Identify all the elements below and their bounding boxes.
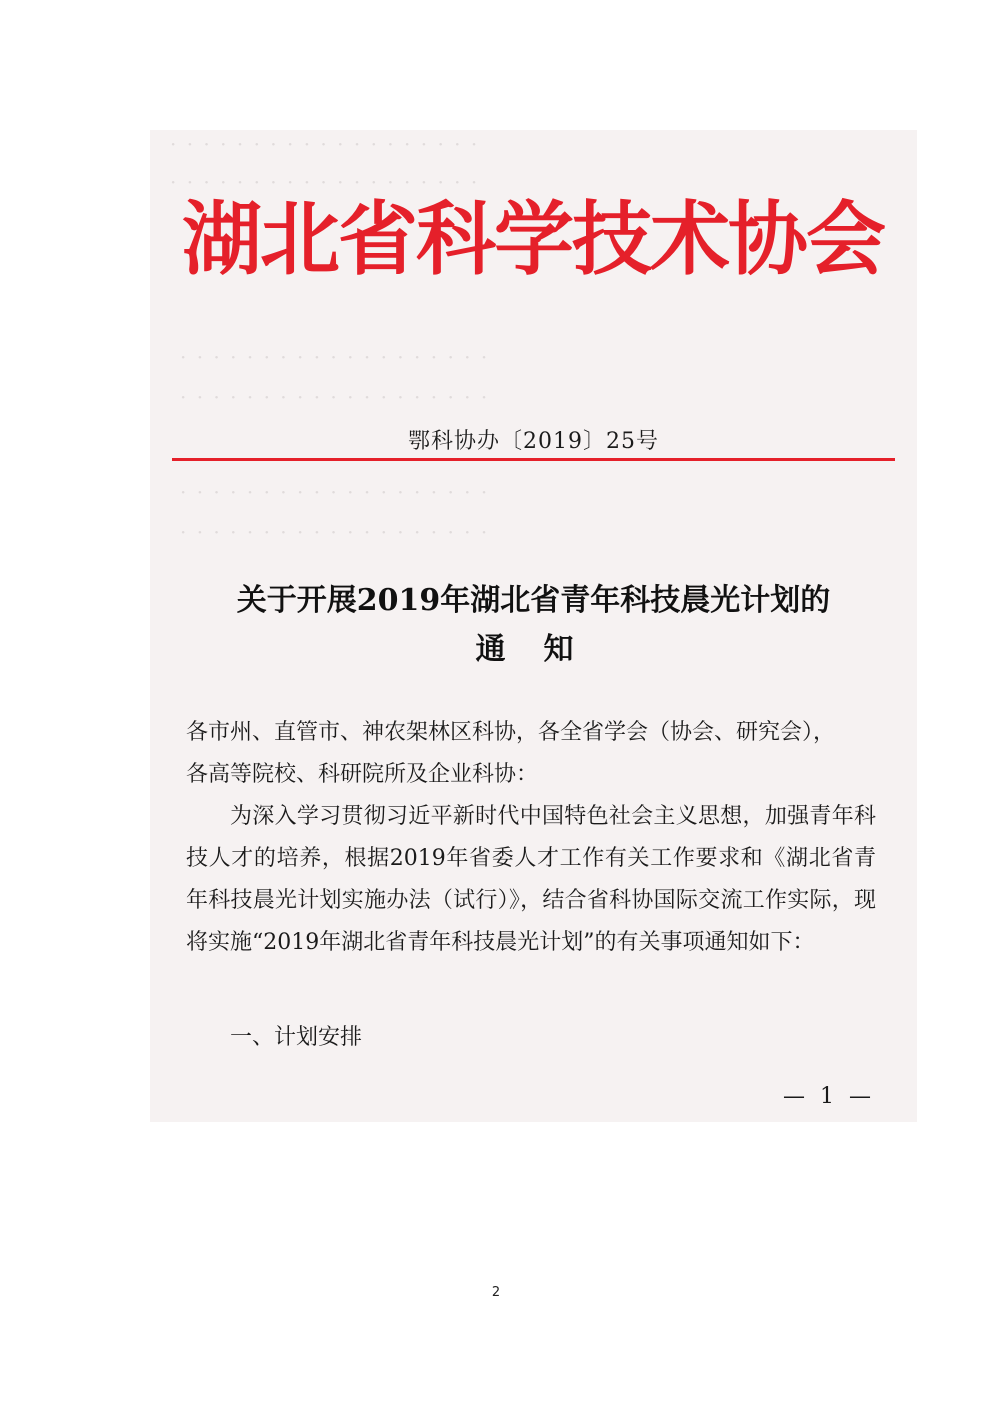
scanned-document [150,130,917,1122]
bleed-through-text: · · · · · · · · · · · · · · · · · · · [170,170,480,194]
addressee-line2: 各高等院校、科研院所及企业科协： [186,762,539,787]
page-number: 2 [491,1285,501,1300]
notice-body [186,712,876,964]
body-paragraph: 为深入学习贯彻习近平新时代中国特色社会主义思想，加强青年科技人才的培养，根据2019年省委人才工作有关工作要求和《湖北省青年科技晨光计划实施办法（试行）》，结合省科协国际交流工作实际，现将实施“2019年湖北省青年科技晨光计划”的有关事项通知如下： [186,804,876,955]
notice-title-line1: 关于开展2019年湖北省青年科技晨光计划的 [236,583,831,618]
bleed-through-text: · · · · · · · · · · · · · · · · · · · [180,385,490,409]
scan-page-number: — 1 — [783,1084,875,1109]
bleed-through-text: · · · · · · · · · · · · · · · · · · · [180,520,490,544]
bleed-through-text: · · · · · · · · · · · · · · · · · · · [180,345,490,369]
bleed-through-text: · · · · · · · · · · · · · · · · · · · [170,132,480,156]
document-number: 鄂科协办〔2019〕25号 [408,429,659,454]
section-heading: 一、计划安排 [230,1025,363,1050]
notice-title-line2: 通知 [475,632,612,667]
org-letterhead-title: 湖北省科学技术协会 [182,193,884,286]
addressee-line1: 各市州、直管市、神农架林区科协，各全省学会（协会、研究会）， [186,720,836,745]
bleed-through-text: · · · · · · · · · · · · · · · · · · · [180,480,490,504]
red-divider-line [172,458,895,461]
